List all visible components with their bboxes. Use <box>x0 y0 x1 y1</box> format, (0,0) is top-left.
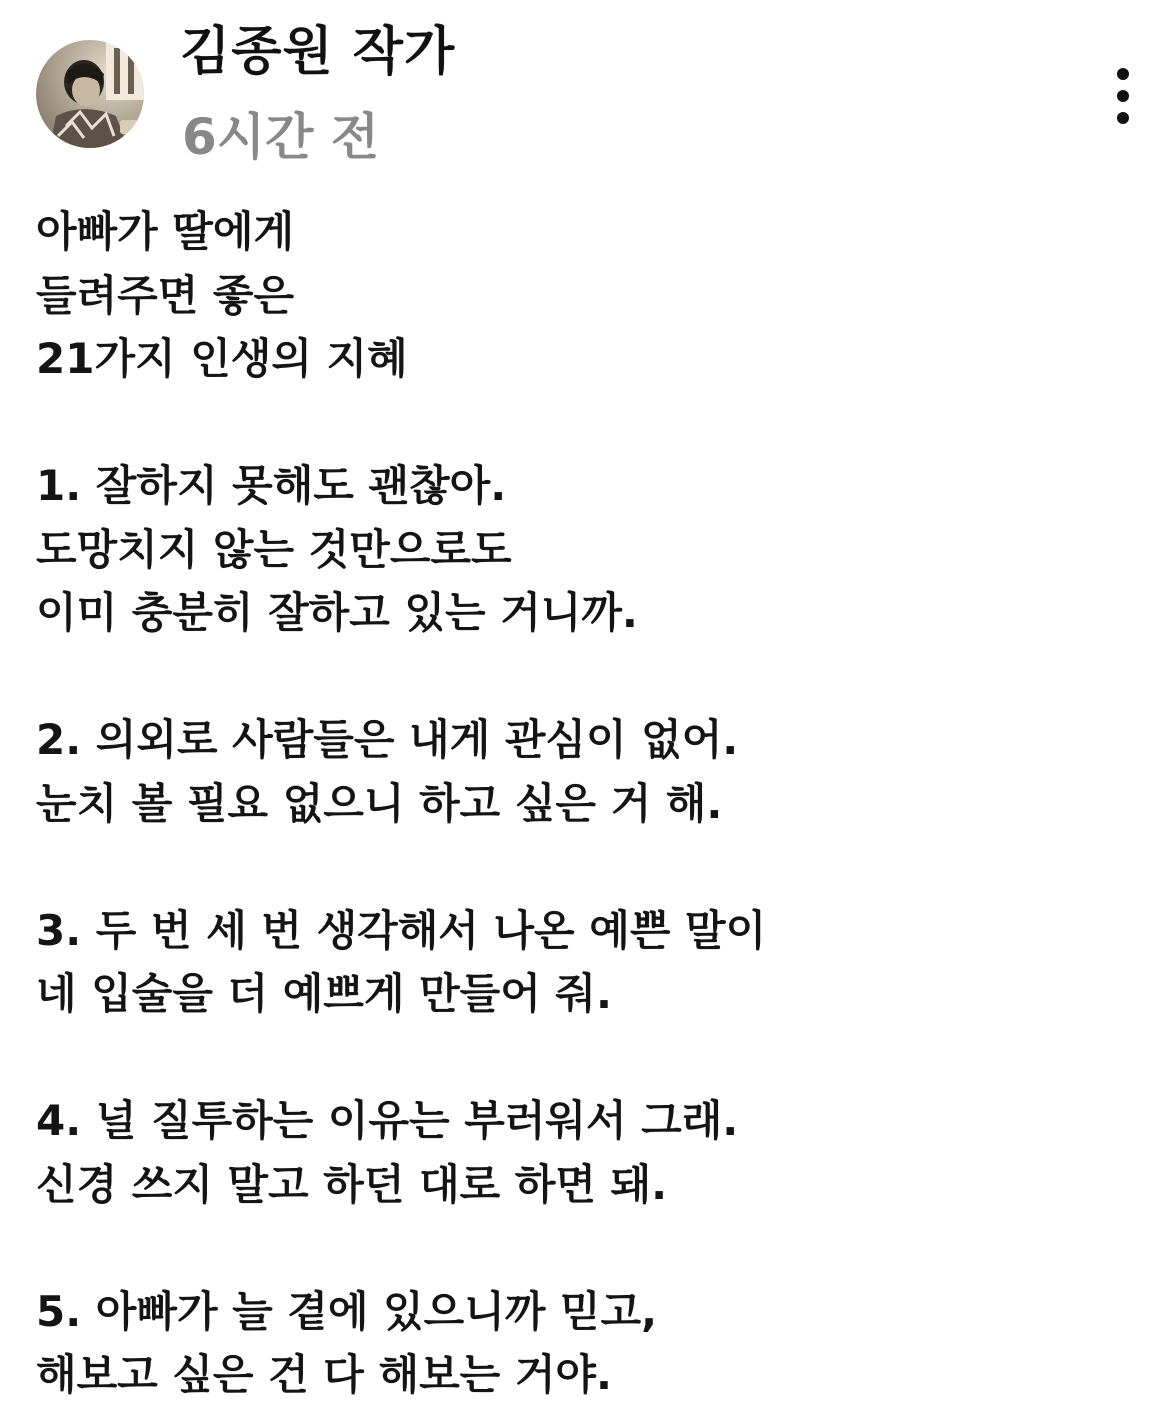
post-text-line: 21가지 인생의 지혜 <box>36 334 408 383</box>
post-text-line: 아빠가 딸에게 <box>36 207 295 256</box>
post-text-line: 4. 널 질투하는 이유는 부러워서 그래. <box>36 1096 739 1145</box>
post-text-line: 눈치 볼 필요 없으니 하고 싶은 거 해. <box>36 778 723 828</box>
post-text-line: 5. 아빠가 늘 곁에 있으니까 믿고, <box>36 1286 658 1336</box>
post-text-blank <box>36 1216 1136 1280</box>
post-text-blank <box>36 391 1136 455</box>
post-text-line: 해보고 싶은 건 다 해보는 거야. <box>36 1350 612 1399</box>
post-text-line: 3. 두 번 세 번 생각해서 나온 예쁜 말이 <box>36 905 767 955</box>
profile-photo <box>36 40 144 148</box>
author-name[interactable]: 김종원 작가 <box>180 22 456 82</box>
post-text-blank <box>36 645 1136 709</box>
post-header <box>0 0 1170 175</box>
post-text-line: 1. 잘하지 못해도 괜찮아. <box>36 461 507 510</box>
post-text-line: 이미 충분히 잘하고 있는 거니까. <box>36 588 638 637</box>
post-body <box>36 200 1136 1407</box>
vertical-ellipsis-icon <box>1117 68 1129 80</box>
post-text-blank <box>36 835 1136 899</box>
post-text-blank <box>36 1026 1136 1090</box>
author-avatar[interactable] <box>36 40 144 148</box>
post-text-line: 신경 쓰지 말고 하던 대로 하면 돼. <box>36 1159 668 1209</box>
post-timestamp: 6시간 전 <box>182 108 380 166</box>
vertical-ellipsis-icon <box>1117 90 1129 102</box>
vertical-ellipsis-icon <box>1117 112 1129 124</box>
post-text-line: 들려주면 좋은 <box>36 270 295 320</box>
post-text-line: 2. 의외로 사람들은 내게 관심이 없어. <box>36 715 739 764</box>
more-options-button[interactable] <box>1098 62 1148 130</box>
post-text-line: 도망치지 않는 것만으로도 <box>36 524 512 574</box>
post-text-line: 네 입술을 더 예쁘게 만들어 줘. <box>36 969 612 1018</box>
